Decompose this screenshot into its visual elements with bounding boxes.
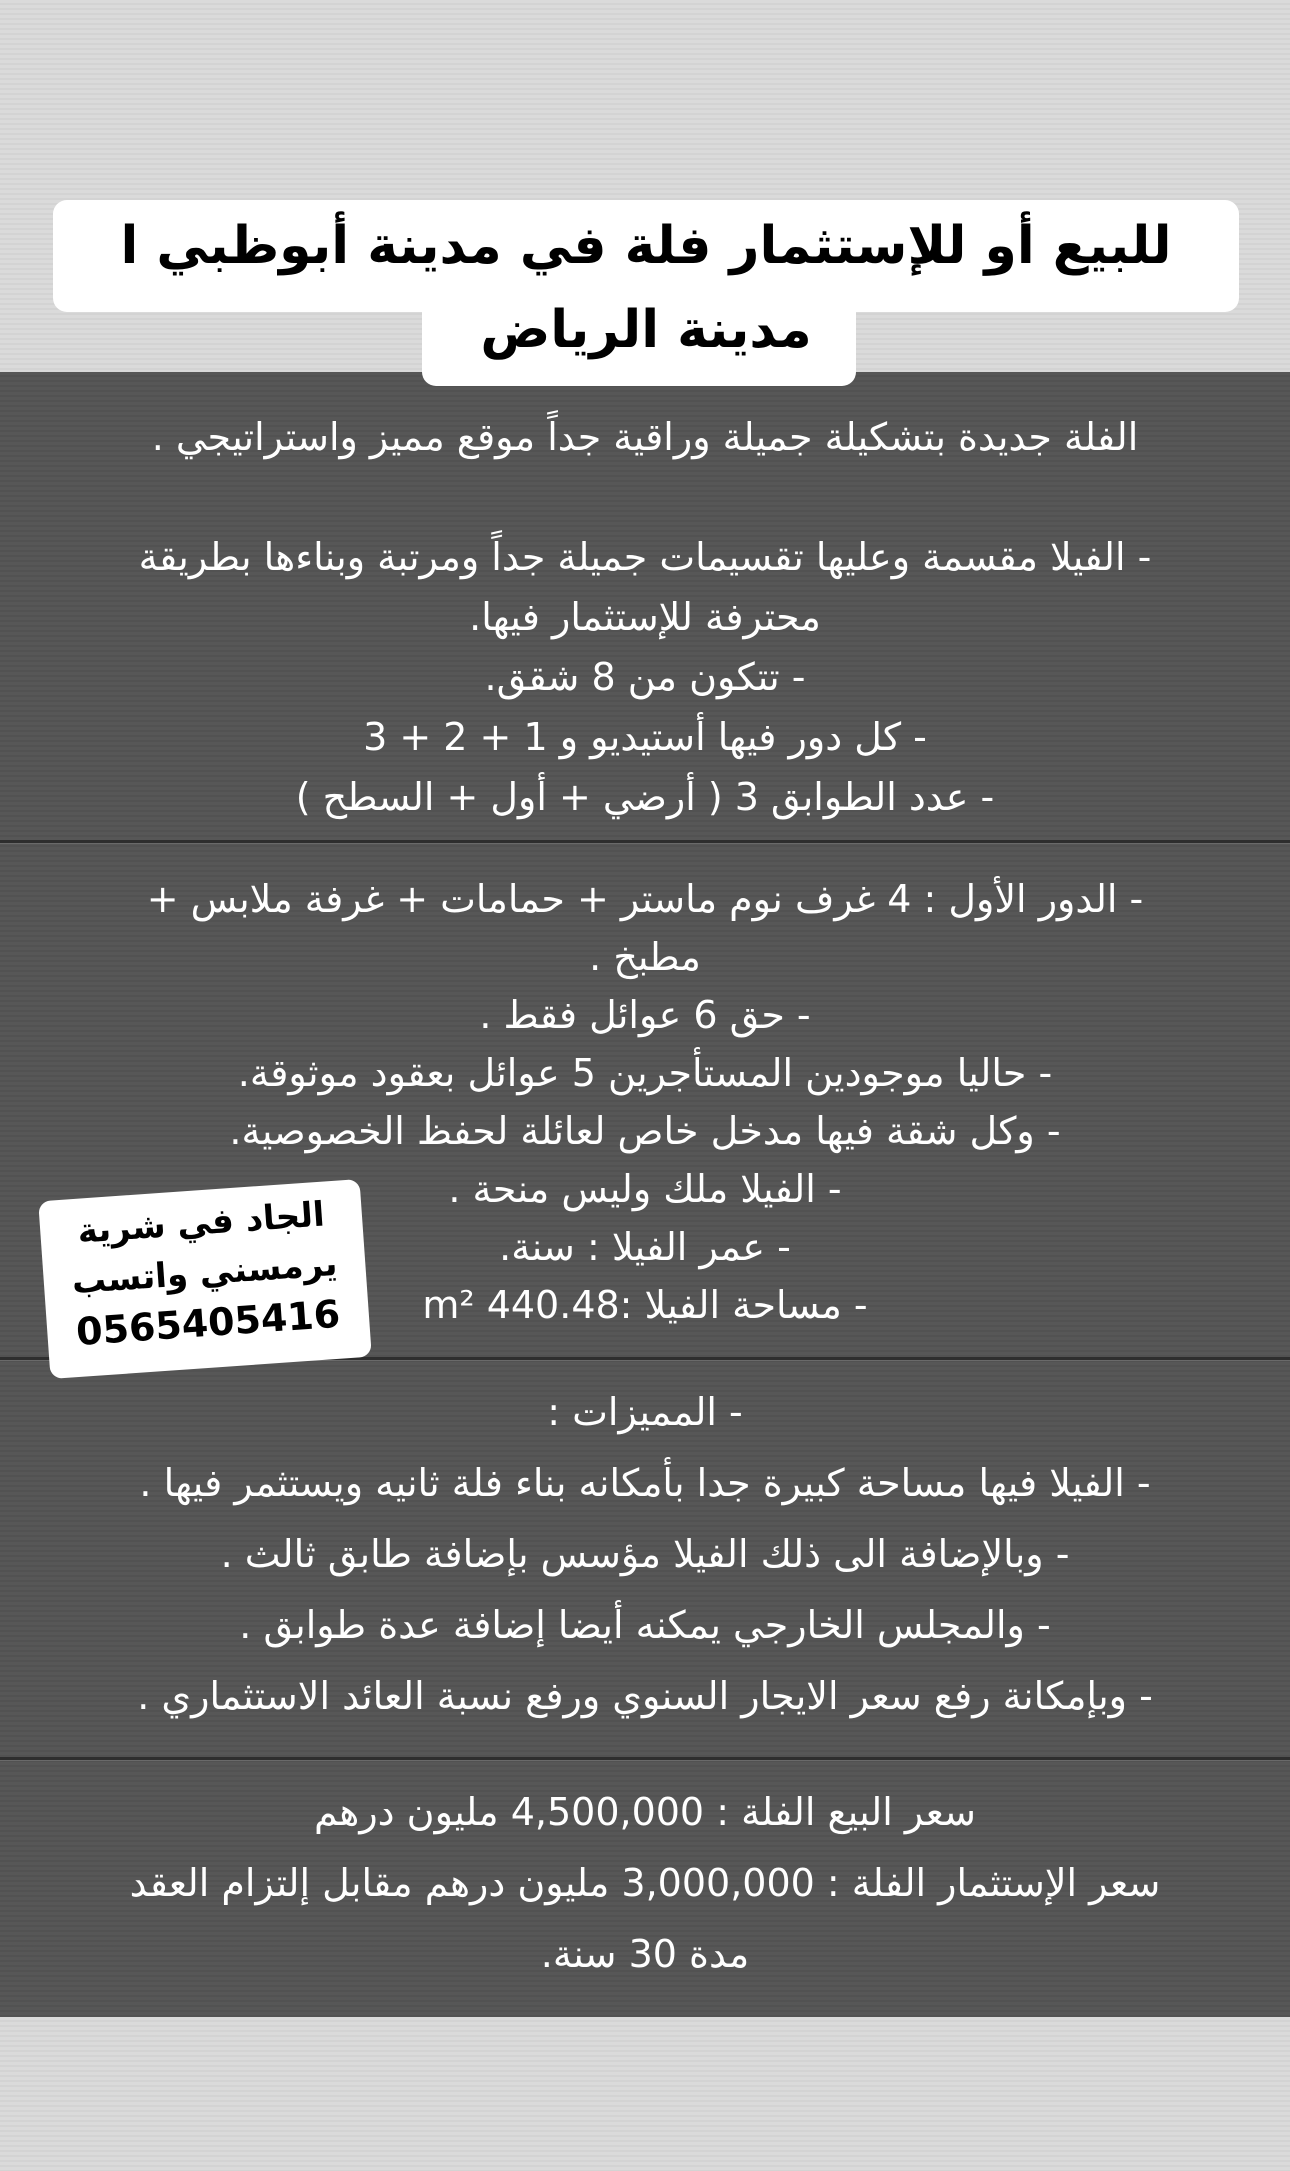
intro-line: - عدد الطوابق 3 ( أرضي + أول + السطح ) (295, 775, 995, 819)
investment-price: سعر الإستثمار الفلة : 3,000,000 مليون درهم مقابل إلتزام العقد (129, 1861, 1161, 1905)
detail-line: - وكل شقة فيها مدخل خاص لعائلة لحفظ الخصوصية. (229, 1109, 1061, 1153)
intro-line: - الفيلا مقسمة وعليها تقسيمات جميلة جداً ومرتبة وبناءها بطريقة (138, 535, 1152, 579)
divider (0, 840, 1290, 844)
detail-line: - حق 6 عوائل فقط . (479, 993, 811, 1037)
bottom-background (0, 2017, 1290, 2171)
detail-line: - الفيلا ملك وليس منحة . (448, 1167, 842, 1211)
title-line-2: مدينة الرياض (480, 300, 812, 360)
feature-line: - الفيلا فيها مساحة كبيرة جدا بأمكانه بناء فلة ثانيه ويستثمر فيها . (139, 1461, 1151, 1505)
intro-line: - تتكون من 8 شقق. (484, 655, 806, 699)
sticker-line-2: يرمسني واتسب (70, 1243, 339, 1303)
detail-line: - عمر الفيلا : سنة. (499, 1225, 791, 1269)
sticker-line-1: الجاد في شرية (76, 1194, 326, 1252)
feature-line: - وبالإضافة الى ذلك الفيلا مؤسس بإضافة طابق ثالث . (220, 1532, 1070, 1576)
intro-line: الفلة جديدة بتشكيلة جميلة وراقية جداً موقع مميز واستراتيجي . (151, 415, 1139, 459)
feature-line: - وبإمكانة رفع سعر الايجار السنوي ورفع نسبة العائد الاستثماري . (137, 1674, 1153, 1718)
page-title (53, 204, 1239, 372)
detail-line: - الدور الأول : 4 غرف نوم ماستر + حمامات + غرفة ملابس + (146, 877, 1144, 921)
feature-line: - المميزات : (547, 1390, 743, 1434)
features-section (40, 1377, 1250, 1732)
contract-duration: مدة 30 سنة. (540, 1932, 750, 1976)
detail-line: - حاليا موجودين المستأجرين 5 عوائل بعقود موثوقة. (237, 1051, 1053, 1095)
intro-line: - كل دور فيها أستيديو و 1 + 2 + 3 (363, 715, 927, 759)
detail-line: - مساحة الفيلا :440.48 m² (422, 1283, 868, 1327)
divider (0, 1757, 1290, 1761)
title-line-1: للبيع أو للإستثمار فلة في مدينة أبوظبي ا (120, 216, 1172, 276)
intro-line (40, 467, 1250, 527)
intro-section (40, 407, 1250, 827)
intro-line: محترفة للإستثمار فيها. (469, 595, 821, 639)
prices-section (40, 1777, 1250, 1990)
feature-line: - والمجلس الخارجي يمكنه أيضا إضافة عدة طوابق . (239, 1603, 1051, 1647)
phone-number[interactable]: 0565405416 (74, 1291, 342, 1355)
detail-line: مطبخ . (589, 935, 701, 979)
sale-price: سعر البيع الفلة : 4,500,000 مليون درهم (314, 1790, 976, 1834)
contact-sticker (38, 1179, 372, 1379)
